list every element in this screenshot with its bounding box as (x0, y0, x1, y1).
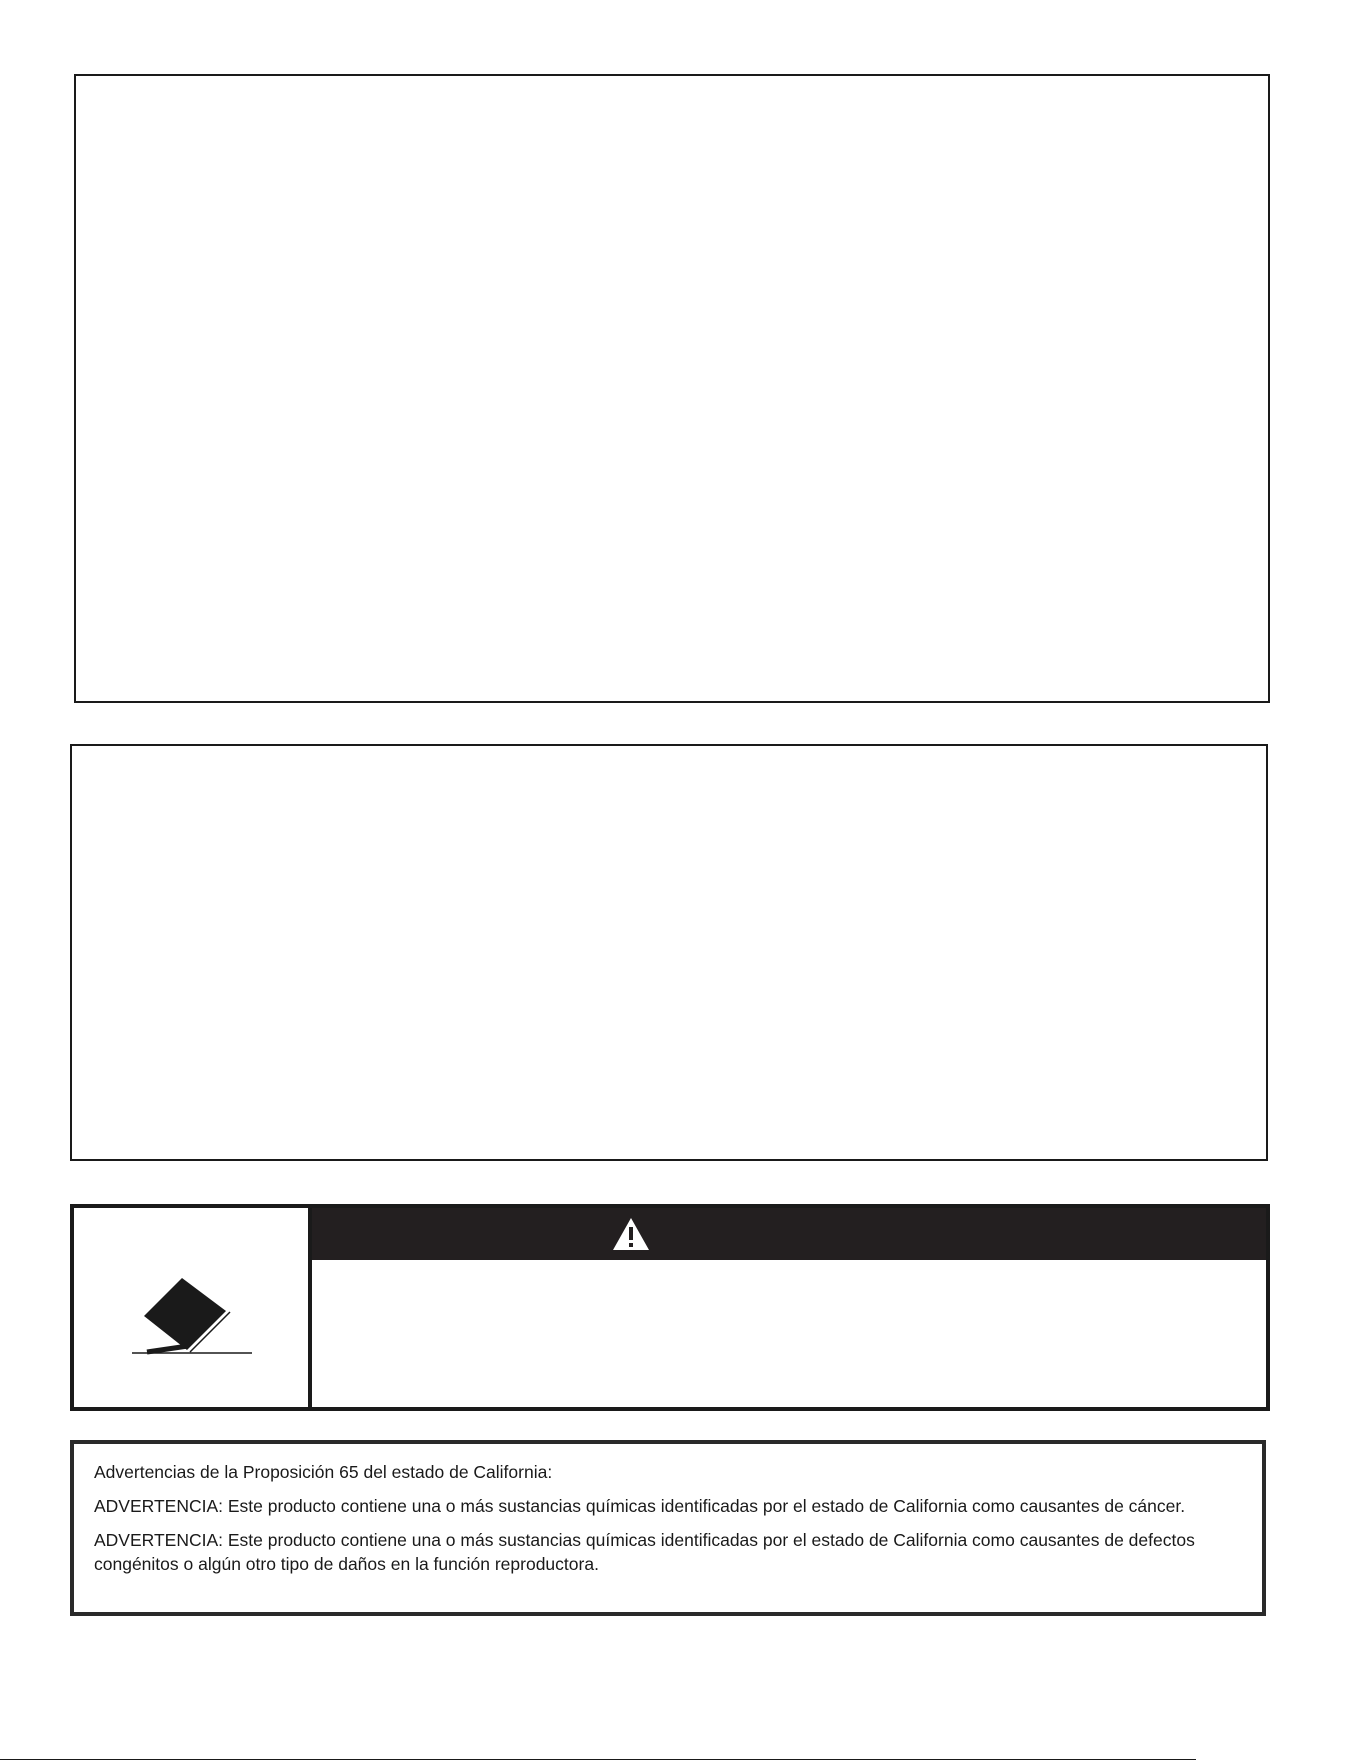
warning-header-bar (312, 1208, 1266, 1260)
footer-rule (0, 1759, 1196, 1760)
prop65-warning-cancer: ADVERTENCIA: Este producto contiene una o más sustancias químicas identificadas por el estado de California como causantes de cáncer. (94, 1496, 1186, 1516)
warning-triangle-icon (612, 1217, 650, 1251)
blank-panel-middle (70, 744, 1268, 1161)
warning-icon-cell (74, 1208, 312, 1407)
tip-over-warning-box (70, 1204, 1270, 1411)
prop65-notice-box (70, 1440, 1266, 1616)
tip-over-icon (132, 1278, 262, 1358)
prop65-warning-reproductive: ADVERTENCIA: Este producto contiene una o más sustancias químicas identificadas por el estado de California como causantes de defectos congénitos o algún otro tipo de daños en la función reproductora. (94, 1530, 1195, 1574)
warning-body (312, 1260, 1266, 1407)
prop65-heading: Advertencias de la Proposición 65 del estado de California: (94, 1462, 553, 1482)
blank-panel-top (74, 74, 1270, 703)
